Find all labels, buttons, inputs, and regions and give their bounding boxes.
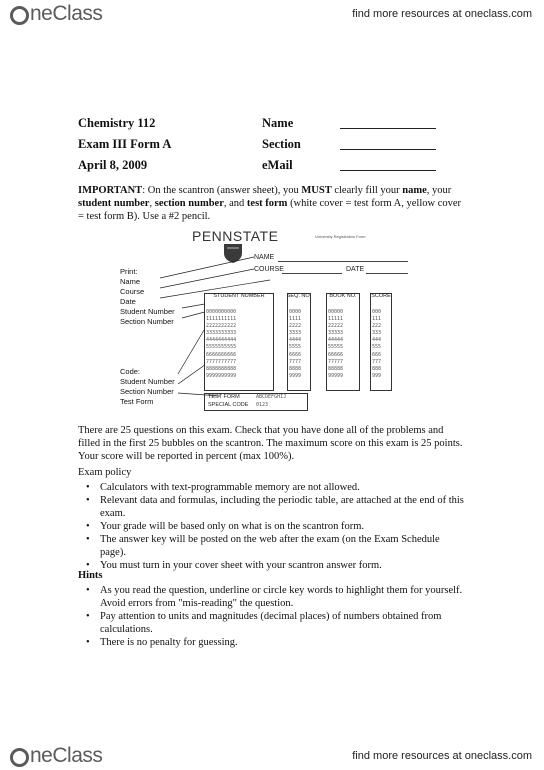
intro-text: clearly fill your bbox=[331, 185, 403, 196]
code-label: Section Number bbox=[120, 387, 174, 396]
book-bubbles: 00000 11111 22222 33333 44444 55555 66666 77777 88888 99999 bbox=[328, 309, 344, 379]
logo-text: neClass bbox=[30, 2, 103, 25]
policy-item bbox=[86, 481, 466, 494]
logo-o-icon bbox=[10, 6, 29, 25]
special-code-label: SPECIAL CODE bbox=[208, 402, 249, 408]
field-date-line bbox=[366, 273, 408, 274]
field-name-line bbox=[278, 261, 408, 262]
intro-text: , bbox=[149, 198, 155, 209]
intro-text: : On the scantron (answer sheet), you bbox=[142, 185, 302, 196]
print-label: Student Number bbox=[120, 307, 175, 316]
name-label: Name bbox=[262, 116, 294, 130]
intro-text: (white cover = test form A, yellow cover = test form B). Use a #2 pencil. bbox=[78, 198, 462, 222]
policy-item-text: Your grade will be based only on what is on the scantron form. bbox=[100, 521, 365, 532]
hint-item bbox=[86, 636, 466, 649]
print-label: Section Number bbox=[120, 317, 174, 326]
policy-item-text: Relevant data and formulas, including the periodic table, are attached at the end of this exam. bbox=[100, 495, 464, 519]
logo-o-icon bbox=[10, 748, 29, 767]
student-number-word: student number bbox=[78, 198, 150, 209]
code-label: Test Form bbox=[120, 397, 154, 406]
important-word: IMPORTANT bbox=[78, 185, 143, 196]
name-word: name bbox=[402, 185, 427, 196]
test-form-bubbles: ABCDEFGHIJ bbox=[256, 394, 287, 400]
policy-title: Exam policy bbox=[78, 467, 132, 478]
hint-item bbox=[86, 610, 466, 636]
policy-list bbox=[86, 481, 466, 572]
intro-text: , your bbox=[426, 185, 452, 196]
exam-title: Exam III Form A bbox=[78, 137, 172, 151]
email-blank-line[interactable] bbox=[340, 170, 436, 171]
course-title: Chemistry 112 bbox=[78, 116, 156, 130]
test-form-label: TEST FORM bbox=[208, 394, 240, 400]
hint-item-text: There is no penalty for guessing. bbox=[100, 637, 238, 648]
hints-title: Hints bbox=[78, 570, 103, 581]
email-label: eMail bbox=[262, 158, 293, 172]
print-label: Course bbox=[120, 287, 145, 296]
seq-header: SEQ. NO. bbox=[286, 293, 312, 299]
policy-item-text: You must turn in your cover sheet with your scantron answer form. bbox=[100, 560, 382, 571]
logo-text: neClass bbox=[30, 744, 103, 767]
policy-item bbox=[86, 559, 466, 572]
policy-item-text: Calculators with text-programmable memory are not allowed. bbox=[100, 482, 360, 493]
oneclass-logo-bottom[interactable] bbox=[10, 744, 102, 768]
hint-item bbox=[86, 584, 466, 610]
top-bar bbox=[0, 0, 544, 28]
print-label: Print: bbox=[120, 267, 138, 276]
hints-list bbox=[86, 584, 466, 649]
oneclass-logo[interactable] bbox=[10, 2, 102, 26]
hint-item-text: As you read the question, underline or circle key words to highlight them for yourself. Avoid errors from "mis-reading" the question. bbox=[100, 585, 463, 609]
policy-item bbox=[86, 494, 466, 520]
section-blank-line[interactable] bbox=[340, 149, 436, 150]
pennstate-subtitle: University Registration Form bbox=[315, 234, 366, 239]
special-code-bubbles: 0123 bbox=[256, 402, 269, 408]
student-number-header: STUDENT NUMBER bbox=[213, 293, 265, 299]
test-form-word: test form bbox=[246, 198, 288, 209]
intro-text: , and bbox=[223, 198, 247, 209]
field-course-label: COURSE bbox=[254, 266, 284, 273]
field-date-label: DATE bbox=[346, 266, 365, 273]
field-course-line bbox=[282, 273, 342, 274]
hint-item-text: Pay attention to units and magnitudes (decimal places) of numbers obtained from calculations. bbox=[100, 611, 442, 635]
intro-paragraph bbox=[78, 184, 468, 223]
top-resources-link[interactable]: find more resources at oneclass.com bbox=[352, 8, 532, 20]
score-bubbles: 000 111 222 333 444 555 666 777 888 999 bbox=[372, 309, 382, 379]
section-number-word: section number bbox=[154, 198, 224, 209]
seq-bubbles: 0000 1111 2222 3333 4444 5555 6666 7777 8888 9999 bbox=[289, 309, 302, 379]
bottom-resources-link[interactable]: find more resources at oneclass.com bbox=[352, 750, 532, 762]
exam-date: April 8, 2009 bbox=[78, 158, 148, 172]
print-label: Name bbox=[120, 277, 141, 286]
book-header: BOOK NO. bbox=[329, 293, 357, 299]
print-label: Date bbox=[120, 297, 136, 306]
policy-item bbox=[86, 520, 466, 533]
code-label: Student Number bbox=[120, 377, 175, 386]
pennstate-brand: PENNSTATE bbox=[192, 228, 279, 244]
name-blank-line[interactable] bbox=[340, 128, 436, 129]
policy-item-text: The answer key will be posted on the web after the exam (on the Exam Schedule page). bbox=[100, 534, 440, 558]
field-name-label: NAME bbox=[254, 254, 275, 261]
score-header: SCORE bbox=[371, 293, 391, 299]
student-bubbles: 0000000000 1111111111 2222222222 3333333333 4444444444 5555555555 6666666666 7777777777 8888888888 9999999999 bbox=[206, 309, 237, 379]
section-label: Section bbox=[262, 137, 301, 151]
instructions-paragraph: There are 25 questions on this exam. Check that you have done all of the problems and filled in the first 25 bubbles on the scantron. The maximum score on this exam is 25 points. Your score will be reported in percent (max 100%). bbox=[78, 425, 463, 462]
policy-item bbox=[86, 533, 466, 559]
must-word: MUST bbox=[301, 185, 332, 196]
code-labels bbox=[120, 367, 175, 407]
code-label: Code: bbox=[120, 367, 141, 376]
bottom-bar bbox=[0, 742, 544, 770]
